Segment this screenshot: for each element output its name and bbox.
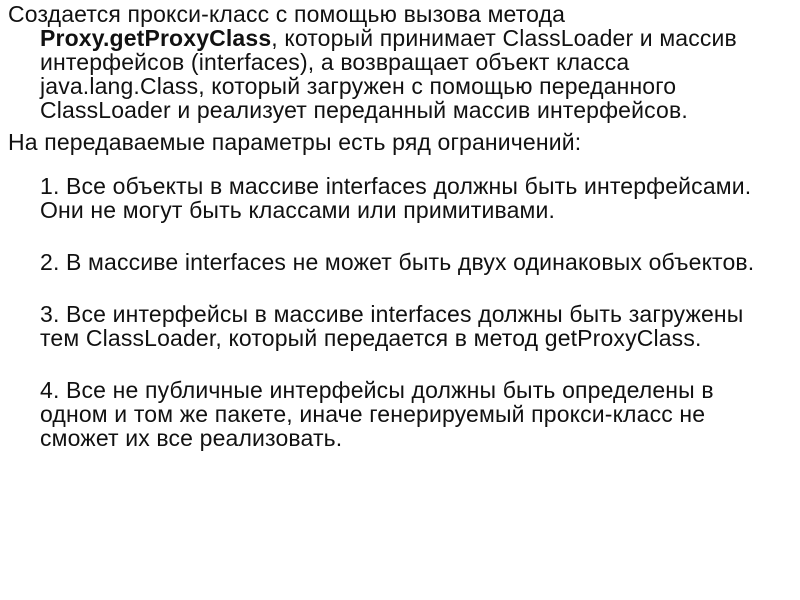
list-item: 3. Все интерфейсы в массиве interfaces должны быть загружены тем ClassLoader, который передается в метод getProxyClass. (40, 301, 744, 351)
list-item: 2. В массиве interfaces не может быть двух одинаковых объектов. (40, 249, 755, 275)
intro-continuation (8, 26, 786, 122)
intro-paragraph (8, 2, 786, 122)
constraints-list (8, 174, 786, 450)
constraints-title: На передаваемые параметры есть ряд ограничений: (8, 129, 582, 155)
method-name: Proxy.getProxyClass (40, 25, 272, 51)
intro-first-line: Создается прокси-класс с помощью вызова метода (8, 1, 566, 27)
intro-rest-text: , который принимает ClassLoader и массив интерфейсов (interfaces), а возвращает объект класса java.lang.Class, который загружен с помощью переданного ClassLoader и реализует переданный массив интерфейсов. (40, 25, 737, 123)
list-item: 1. Все объекты в массиве interfaces должны быть интерфейсами. Они не могут быть классами или примитивами. (40, 173, 752, 223)
list-item: 4. Все не публичные интерфейсы должны быть определены в одном и том же пакете, иначе генерируемый прокси-класс не сможет их все реализовать. (40, 377, 714, 451)
